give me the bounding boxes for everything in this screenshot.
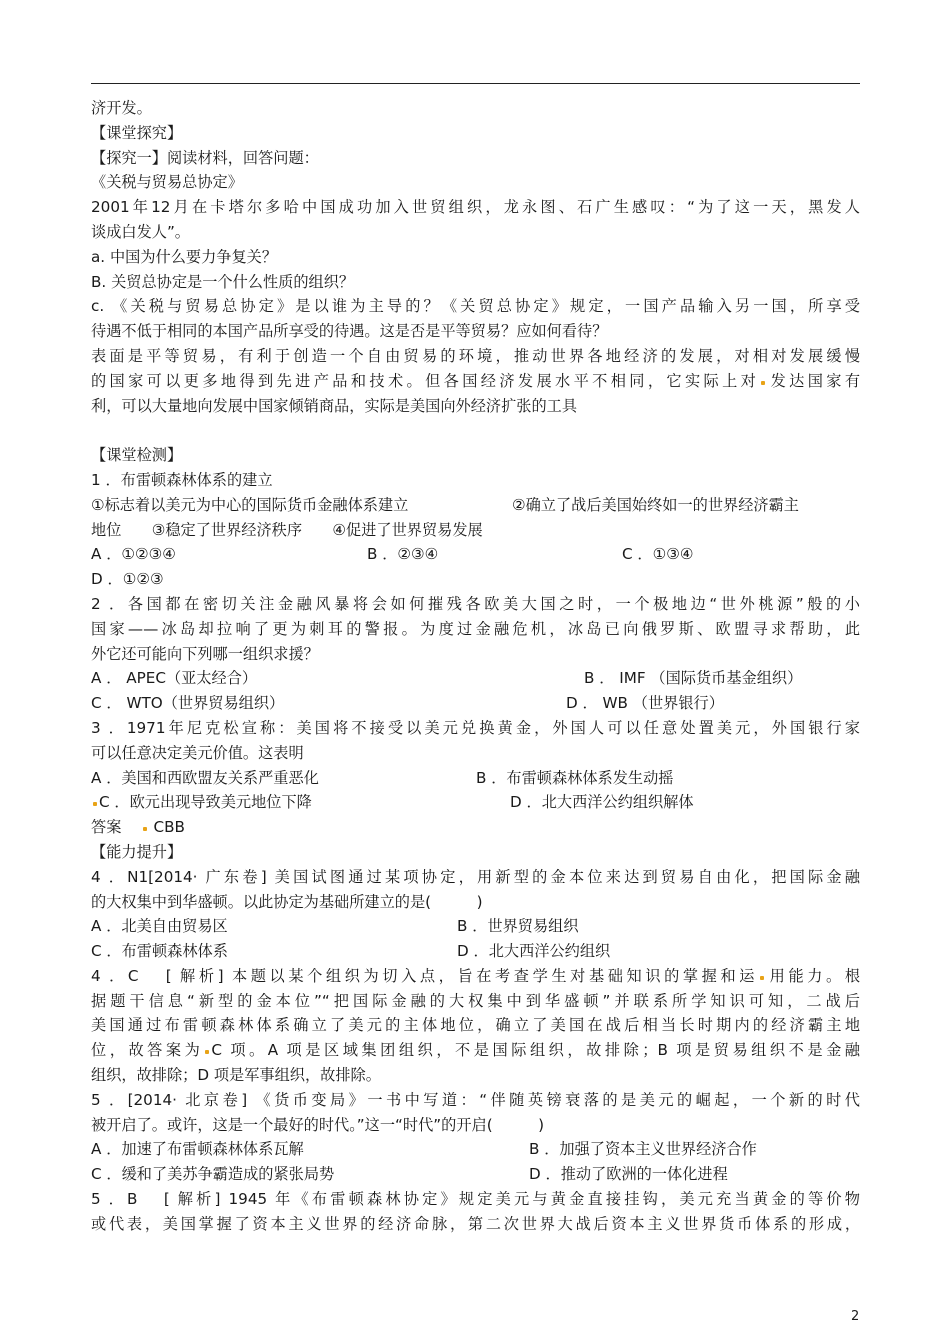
section-ability-heading: 【能力提升】 [91,842,183,861]
question-c: c. 《关税与贸易总协定》是以谁为主导的？《关贸总协定》规定，一国产品输入另一国，所享受 [91,297,860,316]
intro-tail: 济开发。 [91,99,152,117]
page-number: 2 [851,1309,860,1324]
test2-options [91,691,871,716]
explanation-part: 位，故答案为 [91,1041,204,1060]
test2-stem: 外它还可能向下列哪一组织求援？ [91,644,319,663]
option-b: B ．②③④ [367,545,439,564]
option-d: D ．北大西洋公约组织 [457,942,611,961]
ability5-options [91,1137,871,1162]
ability4-options [91,914,871,939]
ability4-options [91,939,871,964]
test2-options [91,666,871,691]
option-a: A ．北美自由贸易区 [91,917,228,936]
option-c: C ．布雷顿森林体系 [91,942,228,961]
section-explore-heading: 【课堂探究】 [91,123,183,142]
ability4-stem: 4 ．N1[2014· 广东卷] 美国试图通过某项协定，用新型的金本位来达到贸易自由化，把国际金融 [91,867,860,886]
option-c: C ．缓和了美苏争霸造成的紧张局势 [91,1165,335,1184]
ability4-explanation: 据题干信息“新型的金本位”“把国际金融的大权集中到华盛顿”并联系所学知识可知，二战后 [91,991,860,1010]
test3-stem: 3 ．1971年尼克松宣称：美国将不接受以美元兑换黄金，外国人可以任意处置美元，外国银行家 [91,718,860,737]
ability5-stem: 被开启了。或许，这是一个最好的时代。”这一“时代”的开启( ) [91,1115,545,1134]
answer-text-part: 发达国家有 [767,371,861,390]
test1-options [91,542,871,567]
option-d: D ．①②③ [91,570,164,589]
marker-dot [93,802,97,806]
option-c [91,790,312,815]
ability5-stem: 5 ．[2014· 北京卷] 《货币变局》一书中写道：“伴随英镑衰落的是美元的崛起，一个新的时代 [91,1090,860,1109]
answer-text [91,369,860,394]
answer-text-part: 的国家可以更多地得到先进产品和技术。但各国经济发展水平不相同，它实际上对 [91,371,760,390]
test1-stem: 1 ．布雷顿森林体系的建立 [91,470,273,489]
statement: ②确立了战后美国始终如一的世界经济霸主 [512,495,799,514]
option-b: B ．布雷顿森林体系发生动摇 [476,768,674,787]
option-c: C ．①③④ [622,545,694,564]
section-test-heading: 【课堂检测】 [91,446,183,465]
ability5-options [91,1162,871,1187]
ability4-explanation: 美国通过布雷顿森林体系确立了美元的主体地位，确立了美国在战后相当长时期内的经济霸主地 [91,1016,860,1035]
option-d: D ． WB （世界银行） [566,694,724,713]
test3-options [91,790,871,815]
marker-dot [143,827,147,831]
option-c-text: C ．欧元出现导致美元地位下降 [99,793,312,812]
explanation-part: 用能力。根 [766,966,861,985]
marker-dot [205,1050,209,1054]
ability4-explanation [91,964,860,989]
option-b: B ． IMF （国际货币基金组织） [584,669,803,688]
document-body [91,96,871,1237]
header-rule [91,83,860,84]
test-answer [91,815,871,840]
option-a: A ．加速了布雷顿森林体系瓦解 [91,1140,304,1159]
material-line: 谈成白发人”。 [91,222,190,241]
answer-text: 表面是平等贸易，有利于创造一个自由贸易的环境，推动世界各地经济的发展，对相对发展缓慢 [91,346,860,365]
ability5-explanation: 5 ．B [ 解析] 1945 年《布雷顿森林协定》规定美元与黄金直接挂钩，美元充当黄金的等价物 [91,1190,860,1209]
test2-stem: 国家——冰岛却拉响了更为刺耳的警报。为度过金融危机，冰岛已向俄罗斯、欧盟寻求帮助，此 [91,619,860,638]
marker-dot [761,381,765,385]
option-b: B ．世界贸易组织 [457,917,579,936]
answer-text: 利，可以大量地向发展中国家倾销商品，实际是美国向外经济扩张的工具 [91,396,577,415]
option-c: C ． WTO（世界贸易组织） [91,694,285,713]
test2-stem: 2 ．各国都在密切关注金融风暴将会如何摧残各欧美大国之时，一个极地边“世外桃源”般的小 [91,594,860,613]
explanation-part: 4 ．C [ 解析] 本题以某个组织为切入点，旨在考查学生对基础知识的掌握和运 [91,966,759,985]
answer-label: 答案 [91,818,122,837]
ability4-explanation: 组织，故排除；D 项是军事组织，故排除。 [91,1066,381,1085]
ability5-explanation: 或代表，美国掌握了资本主义世界的经济命脉，第二次世界大战后资本主义世界货币体系的形成， [91,1214,860,1233]
question-c-cont: 待遇不低于相同的本国产品所享受的待遇。这是否是平等贸易？应如何看待？ [91,322,608,341]
explanation-part: C 项。A 项是区域集团组织，不是国际组织，故排除；B 项是贸易组织不是金融 [211,1041,860,1060]
question-b: B. 关贸总协定是一个什么性质的组织？ [91,272,355,291]
option-d: D ．北大西洋公约组织解体 [510,793,694,812]
option-b: B ．加强了资本主义世界经济合作 [529,1140,757,1159]
test1-statements [91,493,871,518]
option-a: A ．①②③④ [91,545,176,564]
option-a: A ．美国和西欧盟友关系严重恶化 [91,768,319,787]
question-a: a. 中国为什么要力争复关？ [91,247,278,266]
option-a: A ． APEC（亚太经合） [91,669,258,688]
marker-dot [760,976,764,980]
test3-options [91,766,871,791]
ability4-stem: 的大权集中到华盛顿。以此协定为基础所建立的是( ) [91,892,483,911]
explore1-title: 《关税与贸易总协定》 [91,173,243,192]
answer-value: CBB [153,818,185,837]
test3-stem: 可以任意决定美元价值。这表明 [91,743,304,762]
material-line: 2001年12月在卡塔尔多哈中国成功加入世贸组织，龙永图、石广生感叹：“为了这一天，黑发人 [91,198,860,217]
statement: ①标志着以美元为中心的国际货币金融体系建立 [91,495,409,514]
test1-statements-cont: 地位 ③稳定了世界经济秩序 ④促进了世界贸易发展 [91,520,483,539]
option-d: D ．推动了欧洲的一体化进程 [529,1165,728,1184]
ability4-explanation [91,1038,860,1063]
explore1-heading: 【探究一】阅读材料，回答问题： [91,148,319,167]
